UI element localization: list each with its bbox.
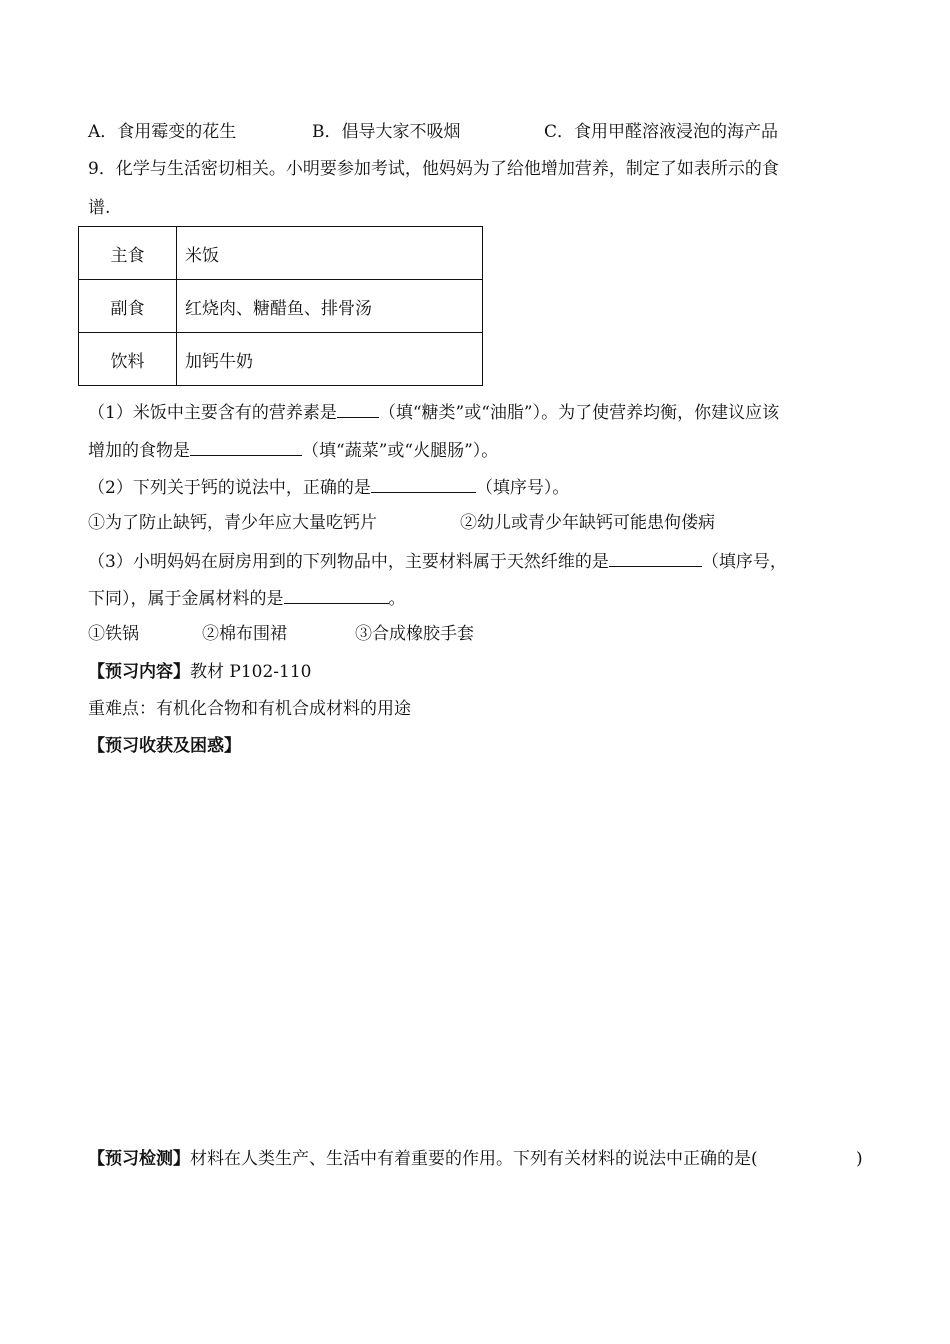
preview-content-text: 教材 P102-110 [190,662,312,682]
part2-option-2: ②幼儿或青少年缺钙可能患佝偻病 [460,513,715,533]
preview-gains-label: 【预习收获及困惑】 [88,736,241,756]
option-c: C．食用甲醛溶液浸泡的海产品 [544,122,779,142]
option-b: B．倡导大家不吸烟 [312,122,461,142]
q9-part1-line1 [88,399,779,425]
answer-blank[interactable] [337,399,379,418]
table-value: 加钙牛奶 [177,333,483,386]
table-row [79,333,483,386]
part1-text-d: （填“蔬菜”或“火腿肠”）。 [302,441,499,461]
part1-text-a: （1）米饭中主要含有的营养素是 [88,403,337,423]
answer-blank[interactable] [284,585,389,604]
part3-option-1: ①铁锅 [88,624,139,644]
table-key: 副食 [79,280,177,333]
part3-text-c: 下同），属于金属材料的是 [88,589,284,609]
part2-option-1: ①为了防止缺钙，青少年应大量吃钙片 [88,513,377,533]
q9-part3-line2 [88,585,406,611]
option-a: A．食用霉变的花生 [88,122,237,142]
recipe-table [78,226,483,386]
table-row [79,280,483,333]
q9-stem-line2: 谱. [88,198,111,218]
part2-text-a: （2）下列关于钙的说法中，正确的是 [88,478,371,498]
table-key: 主食 [79,227,177,280]
q9-part2 [88,474,569,500]
answer-blank[interactable] [190,437,302,456]
part3-option-2: ②棉布围裙 [202,624,287,644]
part3-option-3: ③合成橡胶手套 [355,624,474,644]
preview-check-label: 【预习检测】 [88,1149,190,1169]
key-points: 重难点：有机化合物和有机合成材料的用途 [88,699,411,719]
q9-part3-line1 [88,548,787,574]
answer-blank[interactable] [609,548,702,567]
preview-check-close: ) [856,1149,863,1169]
answer-blank[interactable] [371,474,476,493]
q9-part1-line2 [88,437,498,463]
table-value: 红烧肉、糖醋鱼、排骨汤 [177,280,483,333]
table-row [79,227,483,280]
preview-content [88,660,311,684]
part3-text-d: 。 [388,589,406,609]
table-value: 米饭 [177,227,483,280]
preview-content-label: 【预习内容】 [88,662,190,682]
part1-text-c: 增加的食物是 [88,441,190,461]
preview-check-text: 材料在人类生产、生活中有着重要的作用。下列有关材料的说法中正确的是( [190,1149,758,1169]
part1-text-b: （填“糖类”或“油脂”）。为了使营养均衡，你建议应该 [378,403,780,423]
part2-text-b: （填序号）。 [475,478,570,498]
table-key: 饮料 [79,333,177,386]
part3-text-a: （3）小明妈妈在厨房用到的下列物品中，主要材料属于天然纤维的是 [88,552,609,572]
part3-text-b: （填序号， [701,552,787,572]
q9-stem-line1: 9．化学与生活密切相关。小明要参加考试，他妈妈为了给他增加营养，制定了如表所示的食 [88,159,779,179]
preview-check [88,1147,758,1171]
